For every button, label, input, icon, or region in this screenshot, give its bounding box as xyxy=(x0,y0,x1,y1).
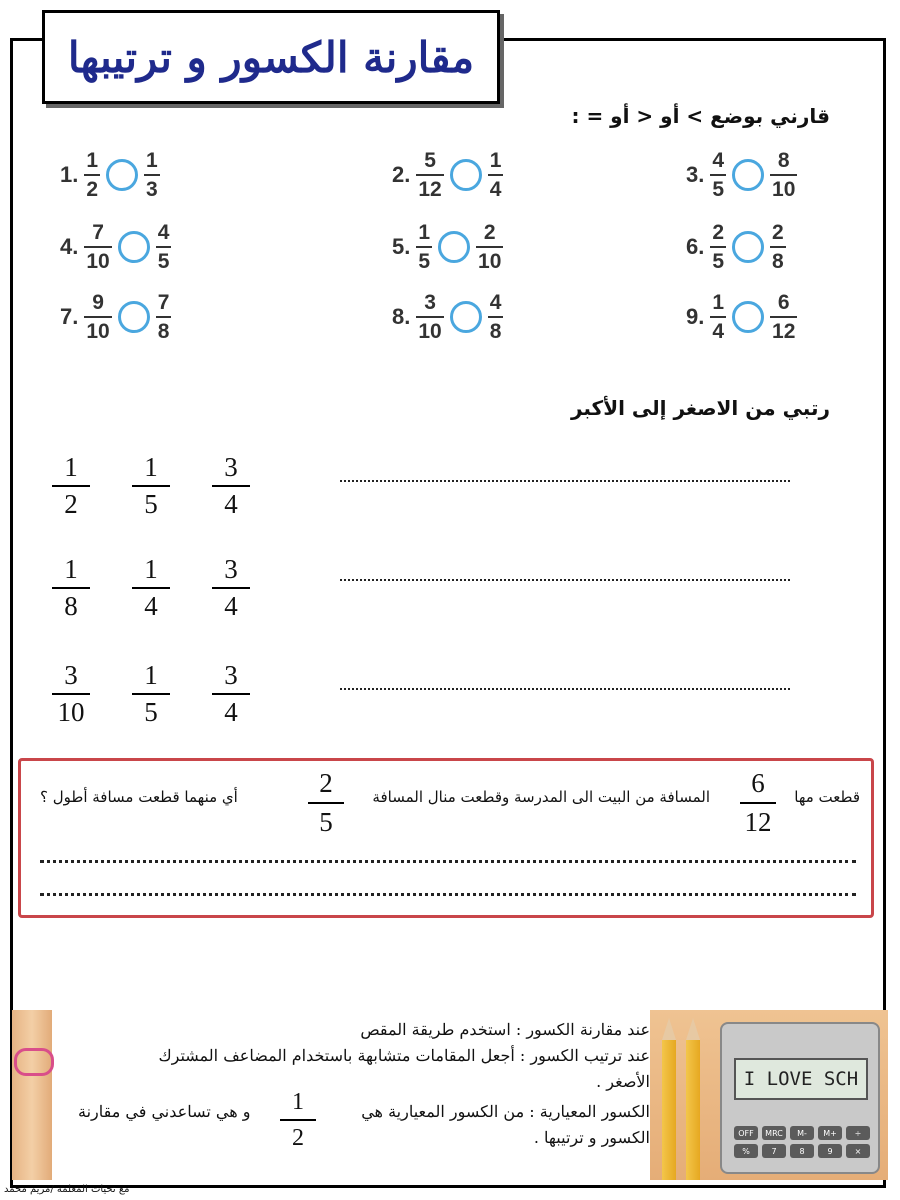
order-fraction xyxy=(132,454,170,518)
calculator-keys xyxy=(734,1126,870,1158)
denominator: 12 xyxy=(416,174,443,200)
item-number: 2. xyxy=(392,162,411,187)
numerator: 1 xyxy=(64,554,78,584)
numerator: 3 xyxy=(224,660,238,690)
numerator: 8 xyxy=(777,149,790,172)
calculator-key: M- xyxy=(790,1126,814,1140)
order-fraction xyxy=(52,556,90,620)
numerator: 1 xyxy=(64,452,78,482)
numerator: 3 xyxy=(64,660,78,690)
title-box xyxy=(42,10,500,104)
left-fraction xyxy=(710,222,726,272)
calculator-screen: I LOVE SCH xyxy=(734,1058,868,1100)
note-line-1: عند مقارنة الكسور : استخدم طريقة المقص xyxy=(360,1020,650,1039)
answer-circle[interactable] xyxy=(450,159,482,191)
item-number: 7. xyxy=(60,304,79,329)
calculator-key: OFF xyxy=(734,1126,758,1140)
calculator-key: 8 xyxy=(790,1144,814,1158)
order-fraction xyxy=(212,662,250,726)
calculator-key: 7 xyxy=(762,1144,786,1158)
answer-line-1[interactable] xyxy=(340,480,790,482)
compare-item xyxy=(392,292,503,342)
denominator: 10 xyxy=(84,316,111,342)
denominator: 5 xyxy=(416,246,432,272)
denominator: 4 xyxy=(212,485,250,518)
denominator: 5 xyxy=(132,693,170,726)
order-fraction xyxy=(212,556,250,620)
right-fraction xyxy=(488,292,504,342)
word-problem-fraction-1 xyxy=(740,770,776,836)
note-line-3: الأصغر . xyxy=(596,1072,650,1091)
numerator: 9 xyxy=(92,291,104,314)
left-fraction xyxy=(710,292,726,342)
denominator: 12 xyxy=(770,316,797,342)
answer-circle[interactable] xyxy=(732,159,764,191)
teacher-credit: مع تحيات المعلمة /مريم محمد xyxy=(4,1184,130,1195)
note-fraction xyxy=(280,1090,316,1150)
right-fraction xyxy=(144,150,160,200)
answer-circle[interactable] xyxy=(438,231,470,263)
order-fraction xyxy=(52,662,90,726)
item-number: 3. xyxy=(686,162,705,187)
numerator: 1 xyxy=(144,554,158,584)
denominator: 5 xyxy=(308,802,344,836)
answer-circle[interactable] xyxy=(732,231,764,263)
denominator: 5 xyxy=(710,174,726,200)
denominator: 8 xyxy=(488,316,504,342)
right-fraction xyxy=(770,222,786,272)
note-line-2: عند ترتيب الكسور : أجعل المقامات متشابهة باستخدام المضاعف المشترك xyxy=(158,1046,650,1065)
left-fraction xyxy=(84,222,111,272)
pencil-icon xyxy=(662,1040,676,1180)
page-title: مقارنة الكسور و ترتيبها xyxy=(67,32,475,82)
word-problem-answer-line-2[interactable] xyxy=(40,893,856,896)
answer-line-3[interactable] xyxy=(340,688,790,690)
compare-item xyxy=(392,222,503,272)
calculator-key: × xyxy=(846,1144,870,1158)
answer-circle[interactable] xyxy=(450,301,482,333)
numerator: 1 xyxy=(144,660,158,690)
denominator: 8 xyxy=(770,246,786,272)
numerator: 1 xyxy=(292,1089,304,1115)
numerator: 3 xyxy=(224,554,238,584)
denominator: 2 xyxy=(280,1119,316,1150)
compare-instruction: قارني بوضع > أو < أو = : xyxy=(571,104,830,128)
numerator: 2 xyxy=(483,221,496,244)
denominator: 8 xyxy=(52,587,90,620)
denominator: 5 xyxy=(710,246,726,272)
denominator: 3 xyxy=(144,174,160,200)
denominator: 12 xyxy=(740,802,776,836)
numerator: 6 xyxy=(777,291,790,314)
denominator: 10 xyxy=(84,246,111,272)
numerator: 7 xyxy=(92,221,104,244)
right-fraction xyxy=(770,150,797,200)
answer-circle[interactable] xyxy=(106,159,138,191)
right-fraction xyxy=(156,222,172,272)
compare-item xyxy=(686,150,797,200)
order-fraction xyxy=(132,556,170,620)
left-fraction xyxy=(416,292,443,342)
denominator: 5 xyxy=(156,246,172,272)
denominator: 2 xyxy=(84,174,100,200)
numerator: 4 xyxy=(489,291,502,314)
right-fraction xyxy=(476,222,503,272)
denominator: 4 xyxy=(212,693,250,726)
word-problem-part1: قطعت مها xyxy=(794,788,860,806)
answer-line-2[interactable] xyxy=(340,579,790,581)
wood-decoration-left xyxy=(12,1010,52,1180)
calculator-key: % xyxy=(734,1144,758,1158)
order-fraction xyxy=(212,454,250,518)
denominator: 4 xyxy=(710,316,726,342)
right-fraction xyxy=(156,292,172,342)
numerator: 4 xyxy=(712,149,725,172)
item-number: 6. xyxy=(686,234,705,259)
paperclip-icon xyxy=(14,1048,54,1076)
numerator: 1 xyxy=(489,149,502,172)
denominator: 10 xyxy=(476,246,503,272)
note-line-4a: الكسور المعيارية : من الكسور المعيارية هي xyxy=(361,1102,650,1121)
numerator: 1 xyxy=(86,149,99,172)
order-instruction: رتبي من الاصغر إلى الأكبر xyxy=(570,396,830,420)
denominator: 10 xyxy=(52,693,90,726)
answer-circle[interactable] xyxy=(118,231,150,263)
numerator: 1 xyxy=(144,452,158,482)
calculator-icon xyxy=(720,1022,880,1174)
numerator: 2 xyxy=(712,221,725,244)
note-line-5: الكسور و ترتيبها . xyxy=(533,1128,650,1147)
item-number: 9. xyxy=(686,304,705,329)
order-fraction xyxy=(52,454,90,518)
numerator: 4 xyxy=(157,221,170,244)
item-number: 5. xyxy=(392,234,411,259)
numerator: 7 xyxy=(157,291,170,314)
left-fraction xyxy=(710,150,726,200)
pencil-icon xyxy=(686,1040,700,1180)
numerator: 6 xyxy=(751,768,765,798)
denominator: 2 xyxy=(52,485,90,518)
numerator: 2 xyxy=(772,221,784,244)
numerator: 3 xyxy=(424,291,436,314)
item-number: 4. xyxy=(60,234,79,259)
compare-item xyxy=(686,292,797,342)
calculator-key: M+ xyxy=(818,1126,842,1140)
compare-item xyxy=(60,292,171,342)
left-fraction xyxy=(84,292,111,342)
word-problem-fraction-2 xyxy=(308,770,344,836)
denominator: 4 xyxy=(212,587,250,620)
left-fraction xyxy=(84,150,100,200)
calculator-key: ÷ xyxy=(846,1126,870,1140)
answer-circle[interactable] xyxy=(118,301,150,333)
compare-item xyxy=(686,222,786,272)
denominator: 4 xyxy=(132,587,170,620)
compare-item xyxy=(392,150,503,200)
left-fraction xyxy=(416,150,443,200)
numerator: 1 xyxy=(418,221,431,244)
numerator: 1 xyxy=(146,149,158,172)
denominator: 5 xyxy=(132,485,170,518)
denominator: 8 xyxy=(156,316,172,342)
compare-item xyxy=(60,222,171,272)
left-fraction xyxy=(416,222,432,272)
word-problem-part3: أي منهما قطعت مسافة أطول ؟ xyxy=(40,788,238,806)
item-number: 8. xyxy=(392,304,411,329)
item-number: 1. xyxy=(60,162,79,187)
right-fraction xyxy=(770,292,797,342)
numerator: 1 xyxy=(712,291,725,314)
numerator: 5 xyxy=(424,149,436,172)
numerator: 3 xyxy=(224,452,238,482)
compare-item xyxy=(60,150,160,200)
denominator: 10 xyxy=(770,174,797,200)
answer-circle[interactable] xyxy=(732,301,764,333)
order-fraction xyxy=(132,662,170,726)
word-problem-part2: المسافة من البيت الى المدرسة وقطعت منال المسافة xyxy=(372,788,710,806)
calculator-key: MRC xyxy=(762,1126,786,1140)
numerator: 2 xyxy=(319,768,333,798)
word-problem-answer-line-1[interactable] xyxy=(40,860,856,863)
note-line-4b: و هي تساعدني في مقارنة xyxy=(78,1102,251,1121)
right-fraction xyxy=(488,150,504,200)
calculator-key: 9 xyxy=(818,1144,842,1158)
denominator: 10 xyxy=(416,316,443,342)
denominator: 4 xyxy=(488,174,504,200)
